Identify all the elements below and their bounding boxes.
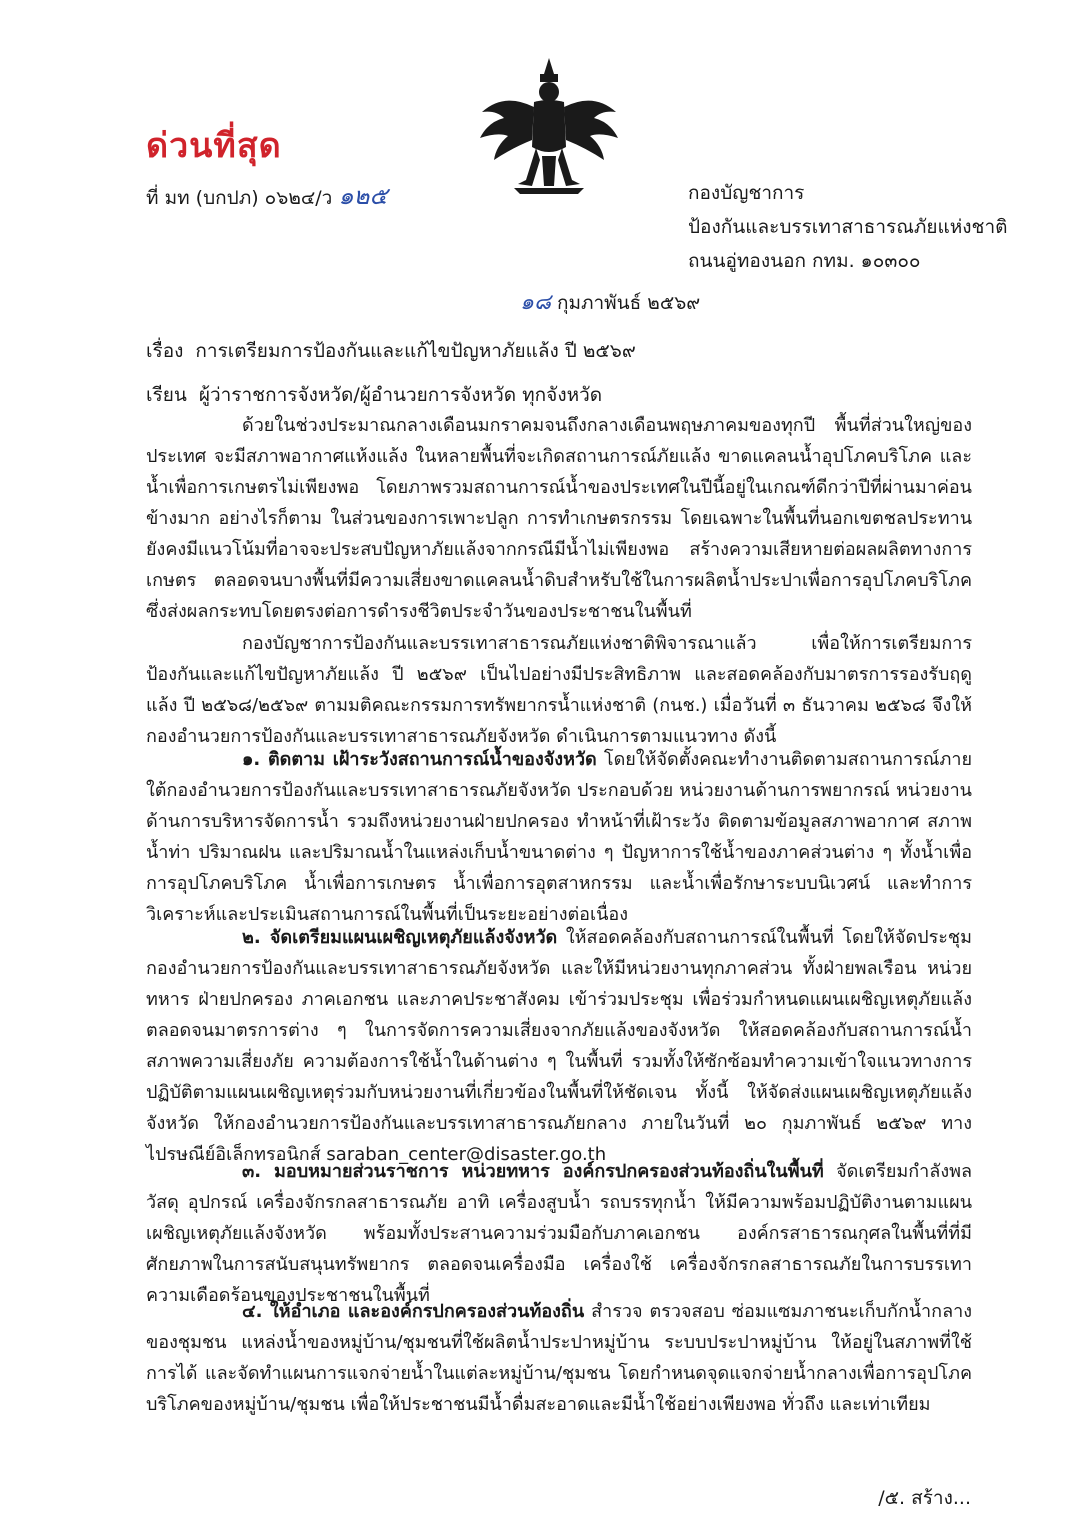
garuda-emblem-icon <box>474 52 624 202</box>
item-3-text: จัดเตรียมกำลังพล วัสดุ อุปกรณ์ เครื่องจักรกลสาธารณภัย อาทิ เครื่องสูบน้ำ รถบรรทุกน้ำ ให้มีความพร้อมปฏิบัติงานตามแผนเผชิญเหตุภัยแล้งจังหวัด พร้อมทั้งประสานความร่วมมือกับภาคเอกชน องค์กรสาธารณกุศลในพื้นที่ที่มีศักยภาพในการสนับสนุนทรัพยากร ตลอดจนเครื่องมือ เครื่องใช้ เครื่องจักรกลสาธารณภัยในการบรรเทาความเดือดร้อนของประชาชนในพื้นที่ <box>146 1161 972 1306</box>
continuation-marker: /๕. สร้าง... <box>878 1487 971 1509</box>
list-item-4 <box>146 1296 972 1420</box>
reference-line <box>146 176 388 215</box>
document-date <box>520 284 700 319</box>
item-2-heading: ๒. จัดเตรียมแผนเผชิญเหตุภัยแล้งจังหวัด <box>242 927 558 948</box>
item-1-heading: ๑. ติดตาม เฝ้าระวังสถานการณ์น้ำของจังหวัด <box>242 749 597 770</box>
date-month-year: กุมภาพันธ์ ๒๕๖๙ <box>556 292 701 314</box>
paragraph-1-text: ด้วยในช่วงประมาณกลางเดือนมกราคมจนถึงกลางเดือนพฤษภาคมของทุกปี พื้นที่ส่วนใหญ่ของประเทศ จะมีสภาพอากาศแห้งแล้ง ในหลายพื้นที่จะเกิดสถานการณ์ภัยแล้ง ขาดแคลนน้ำอุปโภคบริโภค และน้ำเพื่อการเกษตรไม่เพียงพอ โดยภาพรวมสถานการณ์น้ำของประเทศในปีนี้อยู่ในเกณฑ์ดีกว่าปีที่ผ่านมาค่อนข้างมาก อย่างไรก็ตาม ในส่วนของการเพาะปลูก การทำเกษตรกรรม โดยเฉพาะในพื้นที่นอกเขตชลประทาน ยังคงมีแนวโน้มที่อาจจะประสบปัญหาภัยแล้งจากกรณีมีน้ำไม่เพียงพอ สร้างความเสียหายต่อผลผลิตทางการเกษตร ตลอดจนบางพื้นที่มีความเสี่ยงขาดแคลนน้ำดิบสำหรับใช้ในการผลิตน้ำประปาเพื่อการอุปโภคบริโภค ซึ่งส่งผลกระทบโดยตรงต่อการดำรงชีวิตประจำวันของประชาชนในพื้นที่ <box>146 415 972 622</box>
org-line-1: กองบัญชาการ <box>688 182 805 204</box>
list-item-1 <box>146 744 972 930</box>
paragraph-2-text: กองบัญชาการป้องกันและบรรเทาสาธารณภัยแห่งชาติพิจารณาแล้ว เพื่อให้การเตรียมการป้องกันและแก้ไขปัญหาภัยแล้ง ปี ๒๕๖๙ เป็นไปอย่างมีประสิทธิภาพ และสอดคล้องกับมาตรการรองรับฤดูแล้ง ปี ๒๕๖๘/๒๕๖๙ ตามมติคณะกรรมการทรัพยากรน้ำแห่งชาติ (กนช.) เมื่อวันที่ ๓ ธันวาคม ๒๕๖๘ จึงให้กองอำนวยการป้องกันและบรรเทาสาธารณภัยจังหวัด ดำเนินการตามแนวทาง ดังนี้ <box>146 633 972 747</box>
item-2-text: ให้สอดคล้องกับสถานการณ์ในพื้นที่ โดยให้จัดประชุมกองอำนวยการป้องกันและบรรเทาสาธารณภัยจังหวัด และให้มีหน่วยงานทุกภาคส่วน ทั้งฝ่ายพลเรือน หน่วยทหาร ฝ่ายปกครอง ภาคเอกชน และภาคประชาสังคม เข้าร่วมประชุม เพื่อร่วมกำหนดแผนเผชิญเหตุภัยแล้ง ตลอดจนมาตรการต่าง ๆ ในการจัดการความเสี่ยงจากภัยแล้งของจังหวัด ให้สอดคล้องกับสถานการณ์น้ำ สภาพความเสี่ยงภัย ความต้องการใช้น้ำในด้านต่าง ๆ ในพื้นที่ รวมทั้งให้ซักซ้อมทำความเข้าใจแนวทางการปฏิบัติตามแผนเผชิญเหตุร่วมกับหน่วยงานที่เกี่ยวข้องในพื้นที่ให้ชัดเจน ทั้งนี้ ให้จัดส่งแผนเผชิญเหตุภัยแล้งจังหวัด ให้กองอำนวยการป้องกันและบรรเทาสาธารณภัยกลาง ภายในวันที่ ๒๐ กุมภาพันธ์ ๒๕๖๙ ทางไปรษณีย์อิเล็กทรอนิกส์ saraban_center@disaster.go.th <box>146 927 972 1165</box>
item-4-text: สำรวจ ตรวจสอบ ซ่อมแซมภาชนะเก็บกักน้ำกลางของชุมชน แหล่งน้ำของหมู่บ้าน/ชุมชนที่ใช้ผลิตน้ำประปาหมู่บ้าน ระบบประปาหมู่บ้าน ให้อยู่ในสภาพที่ใช้การได้ และจัดทำแผนการแจกจ่ายน้ำในแต่ละหมู่บ้าน/ชุมชน โดยกำหนดจุดแจกจ่ายน้ำกลางเพื่อการอุปโภคบริโภคของหมู่บ้าน/ชุมชน เพื่อให้ประชาชนมีน้ำดื่มสะอาดและมีน้ำใช้อย่างเพียงพอ ทั่วถึง และเท่าเทียม <box>146 1301 972 1415</box>
addressee-line <box>146 380 602 410</box>
org-line-2: ป้องกันและบรรเทาสาธารณภัยแห่งชาติ <box>688 216 1008 238</box>
list-item-2 <box>146 922 972 1170</box>
subject-text: การเตรียมการป้องกันและแก้ไขปัญหาภัยแล้ง ปี ๒๕๖๙ <box>195 340 636 362</box>
item-3-heading: ๓. มอบหมายส่วนราชการ หน่วยทหาร องค์กรปกครองส่วนท้องถิ่นในพื้นที่ <box>242 1161 824 1182</box>
addressee-label: เรียน <box>146 384 187 406</box>
org-line-3: ถนนอู่ทองนอก กทม. ๑๐๓๐๐ <box>688 250 921 272</box>
urgency-stamp: ด่วนที่สุด <box>146 126 282 166</box>
item-4-heading: ๔. ให้อำเภอ และองค์กรปกครองส่วนท้องถิ่น <box>242 1301 585 1322</box>
subject-line <box>146 336 636 366</box>
subject-label: เรื่อง <box>146 340 184 362</box>
item-1-text: โดยให้จัดตั้งคณะทำงานติดตามสถานการณ์ภายใต้กองอำนวยการป้องกันและบรรเทาสาธารณภัยจังหวัด ประกอบด้วย หน่วยงานด้านการพยากรณ์ หน่วยงานด้านการบริหารจัดการน้ำ รวมถึงหน่วยงานฝ่ายปกครอง ทำหน้าที่เฝ้าระวัง ติดตามข้อมูลสภาพอากาศ สภาพน้ำท่า ปริมาณฝน และปริมาณน้ำในแหล่งเก็บน้ำขนาดต่าง ๆ ปัญหาการใช้น้ำของภาคส่วนต่าง ๆ ทั้งน้ำเพื่อการอุปโภคบริโภค น้ำเพื่อการเกษตร น้ำเพื่อการอุตสาหกรรม และน้ำเพื่อรักษาระบบนิเวศน์ และทำการวิเคราะห์และประเมินสถานการณ์ในพื้นที่เป็นระยะอย่างต่อเนื่อง <box>146 749 972 925</box>
reference-number: ๑๒๕ <box>338 182 388 210</box>
addressee-text: ผู้ว่าราชการจังหวัด/ผู้อำนวยการจังหวัด ทุกจังหวัด <box>198 384 603 406</box>
date-day: ๑๘ <box>520 290 551 315</box>
list-item-3 <box>146 1156 972 1311</box>
body-paragraph-2 <box>146 628 972 752</box>
body-paragraph-1 <box>146 410 972 627</box>
reference-prefix: ที่ มท (บกปภ) ๐๖๒๔/ว <box>146 187 333 209</box>
